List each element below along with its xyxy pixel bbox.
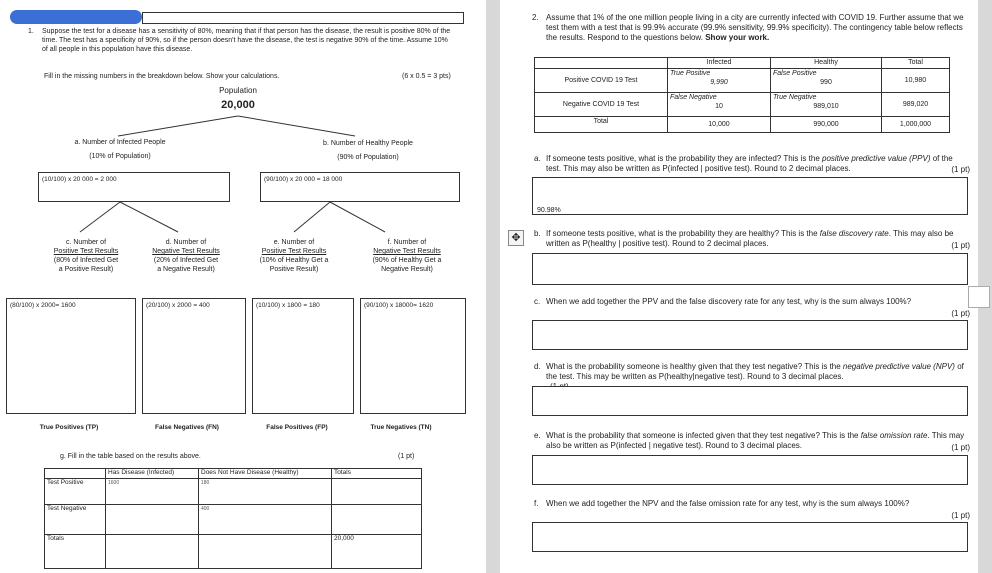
table-cell[interactable]: 180 [199, 479, 332, 505]
results-table [44, 468, 422, 569]
qa-letter: a. [534, 154, 541, 163]
ct-cell-label: False Negative [670, 94, 717, 101]
qa-text: If someone tests positive, what is the probability they are infected? This is the positive predictive value (PPV) of the test. This may also be written as P(infected | positive test). Round to 2 decimal places. [546, 154, 953, 173]
ct-row-label: Negative COVID 19 Test [535, 93, 668, 117]
table-cell[interactable]: 400 [199, 505, 332, 535]
qb-points: (1 pt) [951, 241, 970, 250]
ct-cell-value: 10 [715, 103, 723, 110]
qb-letter: b. [534, 229, 541, 238]
qe-answer-box[interactable] [532, 455, 968, 485]
population-label: Population [219, 86, 257, 95]
qb-answer-box[interactable] [532, 253, 968, 285]
ct-cell-value: 9,990 [710, 79, 728, 86]
label-tp: True Positives (TP) [39, 424, 99, 431]
q1-text: Suppose the test for a disease has a sensitivity of 80%, meaning that if that person has the disease, the result is positive 80% of the time. The test has a specificity of 90%, so if the person doesn't have the disease, the test is negative 90% of the time. Assume 10% of all people in this population have this disease. [42, 28, 451, 53]
table-header-cell: Totals [332, 469, 422, 479]
qa-answer-box[interactable]: 90.98% [532, 177, 968, 215]
qd-answer-box[interactable] [532, 386, 968, 416]
move-handle-icon[interactable]: ✥ [508, 230, 524, 246]
table-cell[interactable]: 20,000 [332, 535, 422, 569]
label-tn: True Negatives (TN) [370, 424, 432, 431]
branch-c: c. Number of Positive Test Results (80% of Infected Get a Positive Result) [53, 239, 119, 273]
ct-header-cell: Healthy [771, 58, 882, 69]
fill-instruction: Fill in the missing numbers in the breakdown below. Show your calculations. [44, 73, 280, 80]
table-cell[interactable] [106, 535, 199, 569]
infected-title: a. Number of Infected People [74, 139, 166, 146]
table-header-cell: Has Disease (Infected) [106, 469, 199, 479]
table-cell[interactable] [199, 535, 332, 569]
q2-number: 2. [532, 13, 539, 22]
table-cell[interactable] [106, 505, 199, 535]
qf-points: (1 pt) [951, 511, 970, 520]
qc-letter: c. [534, 297, 541, 306]
ct-cell-label: True Negative [773, 94, 817, 101]
healthy-sub: (90% of Population) [337, 154, 399, 161]
ct-total: 1,000,000 [882, 117, 950, 133]
table-row-label: Test Negative [45, 505, 106, 535]
calc-f-box[interactable]: (90/100) x 18000= 1620 [360, 298, 466, 414]
table-header-cell: Does Not Have Disease (Healthy) [199, 469, 332, 479]
qf-letter: f. [534, 499, 539, 508]
g-points: (1 pt) [398, 453, 415, 460]
table-cell[interactable]: 1600 [106, 479, 199, 505]
qd-letter: d. [534, 362, 541, 371]
qc-answer-box[interactable] [532, 320, 968, 350]
qe-letter: e. [534, 431, 541, 440]
table-cell[interactable] [332, 505, 422, 535]
ct-cell-value: 10,000 [668, 117, 771, 133]
qa-points: (1 pt) [951, 165, 970, 174]
qb-text: If someone tests positive, what is the probability they are healthy? This is the false discovery rate. This may also be written as P(healthy | positive test). Round to 2 decimal places. [546, 229, 954, 248]
g-instruction: g. Fill in the table based on the results above. [60, 453, 201, 460]
right-page [500, 0, 978, 573]
calc-a-box[interactable]: (10/100) x 20 000 = 2 000 [38, 172, 230, 202]
q1-number: 1. [28, 28, 34, 35]
ct-cell-value: 990 [820, 79, 832, 86]
healthy-title: b. Number of Healthy People [323, 140, 413, 147]
ct-header-cell: Total [882, 58, 950, 69]
ct-total: 10,980 [882, 69, 950, 93]
qc-points: (1 pt) [951, 309, 970, 318]
table-row-label: Test Positive [45, 479, 106, 505]
table-cell[interactable] [332, 479, 422, 505]
qe-points: (1 pt) [951, 443, 970, 452]
ct-cell-label: False Positive [773, 70, 817, 77]
tree-branches [0, 0, 486, 330]
qf-text: When we add together the NPV and the false omission rate for any test, why is the sum always 100%? [546, 499, 910, 508]
infected-sub: (10% of Population) [89, 153, 151, 160]
calc-e-box[interactable]: (10/100) x 1800 = 180 [252, 298, 354, 414]
branch-e: e. Number of Positive Test Results (10% of Healthy Get a Positive Result) [259, 239, 329, 273]
covid-contingency-table [534, 57, 950, 133]
calc-c-box[interactable]: (80/100) x 2000= 1600 [6, 298, 136, 414]
ct-cell-value: 989,010 [813, 103, 839, 110]
calc-b-box[interactable]: (90/100) x 20 000 = 18 000 [260, 172, 460, 202]
branch-d: d. Number of Negative Test Results (20% of Infected Get a Negative Result) [152, 239, 220, 273]
table-row-label: Totals [45, 535, 106, 569]
ct-total: 989,020 [882, 93, 950, 117]
calc-d-box[interactable]: (20/100) x 2000 = 400 [142, 298, 246, 414]
fill-points: (6 x 0.5 = 3 pts) [402, 73, 451, 80]
population-value: 20,000 [221, 99, 255, 111]
ct-cell-value: 990,000 [771, 117, 882, 133]
table-header-cell [45, 469, 106, 479]
ct-row-label: Total [535, 117, 668, 133]
ct-header-cell [535, 58, 668, 69]
left-page [0, 0, 486, 573]
qc-text: When we add together the PPV and the false discovery rate for any test, why is the sum always 100%? [546, 297, 912, 306]
qf-answer-box[interactable] [532, 522, 968, 552]
branch-f: f. Number of Negative Test Results (90% of Healthy Get a Negative Result) [372, 239, 442, 273]
side-checkbox[interactable] [968, 286, 990, 308]
label-fn: False Negatives (FN) [155, 424, 219, 431]
qd-text: What is the probability someone is healthy given that they test negative? This is the negative predictive value (NPV) of the test. This may be written as P(healthy|negative test). Round to 3 decimal places. [546, 362, 966, 392]
q2-text: Assume that 1% of the one million people living in a city are currently infected with COVID 19. Further assume that we test them with a test that is 99.9% accurate (99.9% sensitivity, 99.9% specificity). The contingency table below reflects the results. Respond to the questions below. Show your work. [546, 13, 964, 42]
label-fp: False Positives (FP) [266, 424, 328, 431]
ct-row-label: Positive COVID 19 Test [535, 69, 668, 93]
qe-text: What is the probability that someone is infected given that they test negative? This is the false omission rate. This may also be written as P(infected | negative test). Round to 3 decimal places. [546, 431, 965, 450]
ct-cell-label: True Positive [670, 70, 711, 77]
ct-header-cell: Infected [668, 58, 771, 69]
